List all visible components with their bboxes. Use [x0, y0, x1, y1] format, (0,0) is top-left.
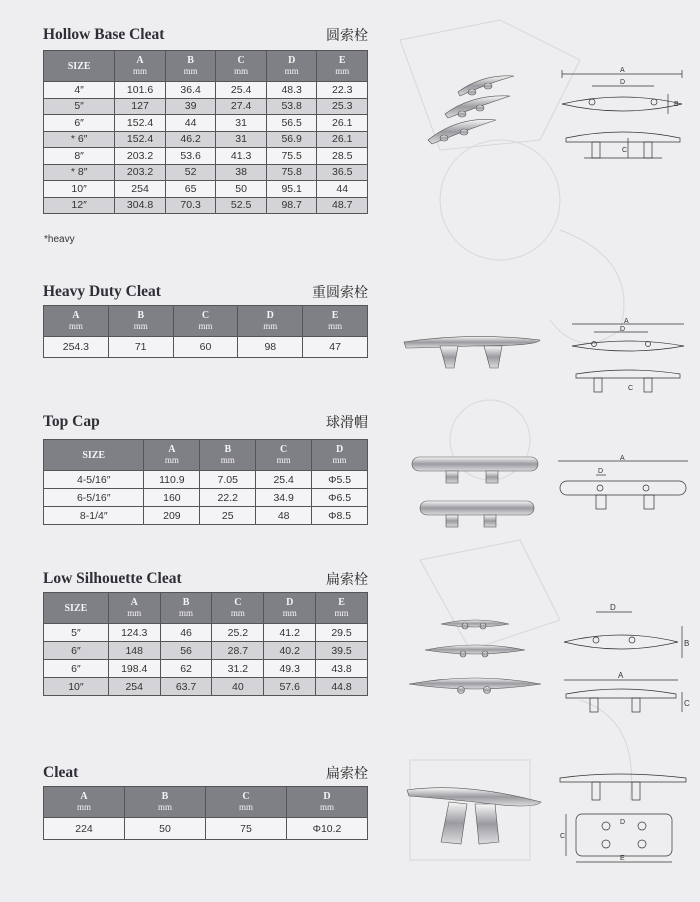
section-title: Hollow Base Cleat: [43, 26, 165, 43]
section-title: Cleat: [43, 764, 79, 781]
heavy-duty-cleat-drawing: [568, 318, 688, 398]
table-row: [44, 624, 368, 642]
table-row: [44, 489, 368, 507]
table-cell: 203.2: [115, 148, 166, 165]
table-cell: 48.7: [317, 197, 368, 214]
table-cell: 26.1: [317, 115, 368, 132]
table-cell: 22.2: [200, 489, 256, 507]
table-cell: 25.4: [216, 82, 267, 99]
table-cell: 198.4: [108, 660, 160, 678]
header-c: C mm: [173, 306, 238, 337]
table-cell: 10″: [44, 181, 115, 198]
dim-label-a: A: [624, 318, 629, 325]
table-cell: 40.2: [264, 642, 316, 660]
header-c: C mm: [206, 787, 287, 818]
dim-label-b: B: [674, 101, 679, 108]
table-cell: 6″: [44, 660, 109, 678]
table-row: [44, 115, 368, 132]
table-cell: 70.3: [165, 197, 216, 214]
table-cell: 29.5: [316, 624, 368, 642]
dim-label-d: D: [620, 79, 626, 86]
table-cell: 110.9: [144, 471, 200, 489]
table-row: [44, 818, 368, 840]
table-cell: 254.3: [44, 337, 109, 358]
header-c: C mm: [216, 51, 267, 82]
header-b: B mm: [108, 306, 173, 337]
table-cell: 46.2: [165, 131, 216, 148]
section-top-cap: [43, 413, 368, 525]
table-cell: 53.6: [165, 148, 216, 165]
dim-label-a: A: [620, 67, 625, 74]
table-cell: 98: [238, 337, 303, 358]
table-cell: 31.2: [212, 660, 264, 678]
table-cell: 49.3: [264, 660, 316, 678]
table-cell: 25.3: [317, 98, 368, 115]
dim-label-a: A: [620, 455, 625, 462]
section-hollow-base-cleat: [43, 26, 368, 214]
table-cell: 47: [303, 337, 368, 358]
table-cell: 28.7: [212, 642, 264, 660]
table-row: [44, 337, 368, 358]
table-cell: 203.2: [115, 164, 166, 181]
table-cell: 46: [160, 624, 212, 642]
table-cell: 127: [115, 98, 166, 115]
table-cell: 8-1/4″: [44, 507, 144, 525]
table-header-row: [44, 787, 368, 818]
header-size: SIZE: [44, 51, 115, 82]
table-cell: 10″: [44, 678, 109, 696]
section-title: Top Cap: [43, 413, 100, 430]
table-row: [44, 82, 368, 99]
table-cell: 209: [144, 507, 200, 525]
header-size: SIZE: [44, 440, 144, 471]
section-cleat: [43, 764, 368, 840]
table-cell: 152.4: [115, 115, 166, 132]
table-cell: 6″: [44, 642, 109, 660]
table-cell: * 6″: [44, 131, 115, 148]
table-cell: 12″: [44, 197, 115, 214]
dim-label-c: C: [622, 147, 628, 154]
header-d: D mm: [312, 440, 368, 471]
section-chinese-title: 圆索栓: [326, 28, 368, 44]
low-silhouette-cleat-drawing: [560, 602, 690, 722]
table-cell: 160: [144, 489, 200, 507]
table-cell: 124.3: [108, 624, 160, 642]
table-cell: 304.8: [115, 197, 166, 214]
dim-label-c: C: [560, 833, 566, 840]
table-cell: Φ5.5: [312, 471, 368, 489]
table-cell: 25.4: [256, 471, 312, 489]
section-chinese-title: 扁索栓: [326, 766, 368, 782]
table-cell: 36.4: [165, 82, 216, 99]
table-row: [44, 131, 368, 148]
table-row: [44, 197, 368, 214]
table-cell: 4″: [44, 82, 115, 99]
table-cell: 39: [165, 98, 216, 115]
table-cell: 71: [108, 337, 173, 358]
table-cell: 26.1: [317, 131, 368, 148]
dim-label-d: D: [620, 819, 626, 826]
table-cell: 39.5: [316, 642, 368, 660]
header-d: D mm: [287, 787, 368, 818]
table-cell: 224: [44, 818, 125, 840]
table-header-row: [44, 51, 368, 82]
table-cell: 65: [165, 181, 216, 198]
table-cell: 56.5: [266, 115, 317, 132]
table-cell: Φ8.5: [312, 507, 368, 525]
table-cell: 28.5: [317, 148, 368, 165]
header-size: SIZE: [44, 593, 109, 624]
spec-table: [43, 439, 368, 525]
table-cell: 62: [160, 660, 212, 678]
table-cell: 98.7: [266, 197, 317, 214]
table-cell: 25: [200, 507, 256, 525]
header-b: B mm: [200, 440, 256, 471]
low-silhouette-cleat-photo: [405, 610, 545, 710]
hollow-base-cleat-photo: [420, 70, 530, 160]
table-cell: 41.2: [264, 624, 316, 642]
section-chinese-title: 重圆索栓: [312, 285, 368, 301]
header-a: A mm: [44, 306, 109, 337]
header-e: E mm: [303, 306, 368, 337]
header-d: D mm: [264, 593, 316, 624]
header-a: A mm: [115, 51, 166, 82]
table-row: [44, 642, 368, 660]
table-cell: 43.8: [316, 660, 368, 678]
hollow-base-cleat-drawing: [558, 66, 688, 171]
header-c: C mm: [256, 440, 312, 471]
table-cell: 31: [216, 131, 267, 148]
table-cell: 44: [317, 181, 368, 198]
dim-label-d: D: [620, 326, 626, 333]
section-title: Heavy Duty Cleat: [43, 283, 161, 300]
cleat-photo: [405, 780, 545, 850]
table-cell: 38: [216, 164, 267, 181]
dim-label-a: A: [618, 671, 624, 680]
top-cap-drawing: [556, 455, 690, 525]
spec-table: [43, 305, 368, 358]
table-cell: 48: [256, 507, 312, 525]
header-a: A mm: [144, 440, 200, 471]
table-cell: 254: [108, 678, 160, 696]
table-cell: 8″: [44, 148, 115, 165]
table-cell: 7.05: [200, 471, 256, 489]
table-cell: 4-5/16″: [44, 471, 144, 489]
header-e: E mm: [316, 593, 368, 624]
table-cell: 57.6: [264, 678, 316, 696]
table-cell: 52: [165, 164, 216, 181]
header-d: D mm: [266, 51, 317, 82]
table-row: [44, 164, 368, 181]
table-cell: 5″: [44, 98, 115, 115]
table-cell: 254: [115, 181, 166, 198]
table-row: [44, 181, 368, 198]
section-heavy-duty-cleat: [43, 283, 368, 358]
table-cell: 95.1: [266, 181, 317, 198]
dim-label-d: D: [598, 468, 604, 475]
heavy-footnote: *heavy: [44, 234, 75, 245]
table-cell: 101.6: [115, 82, 166, 99]
table-cell: Φ6.5: [312, 489, 368, 507]
spec-table: [43, 786, 368, 840]
table-cell: 36.5: [317, 164, 368, 181]
table-cell: 44: [165, 115, 216, 132]
table-cell: 75.5: [266, 148, 317, 165]
top-cap-photo: [408, 455, 543, 535]
spec-table: [43, 592, 368, 696]
dim-label-e: E: [620, 855, 625, 862]
header-e: E mm: [317, 51, 368, 82]
dim-label-c: C: [628, 385, 634, 392]
table-cell: 60: [173, 337, 238, 358]
table-cell: 56: [160, 642, 212, 660]
table-cell: 27.4: [216, 98, 267, 115]
table-cell: 148: [108, 642, 160, 660]
table-cell: 5″: [44, 624, 109, 642]
table-cell: 22.3: [317, 82, 368, 99]
table-cell: 75: [206, 818, 287, 840]
dim-label-b: B: [684, 639, 690, 648]
table-header-row: [44, 306, 368, 337]
table-cell: 50: [216, 181, 267, 198]
table-cell: 34.9: [256, 489, 312, 507]
table-cell: 31: [216, 115, 267, 132]
table-row: [44, 507, 368, 525]
table-cell: * 8″: [44, 164, 115, 181]
heavy-duty-cleat-photo: [402, 330, 542, 380]
table-cell: 50: [125, 818, 206, 840]
table-header-row: [44, 593, 368, 624]
table-cell: 6″: [44, 115, 115, 132]
table-row: [44, 678, 368, 696]
table-cell: 52.5: [216, 197, 267, 214]
section-chinese-title: 扁索栓: [326, 572, 368, 588]
table-cell: 6-5/16″: [44, 489, 144, 507]
table-cell: 40: [212, 678, 264, 696]
table-header-row: [44, 440, 368, 471]
table-cell: 48.3: [266, 82, 317, 99]
table-row: [44, 148, 368, 165]
header-c: C mm: [212, 593, 264, 624]
section-low-silhouette-cleat: [43, 570, 368, 696]
dim-label-c: C: [684, 699, 690, 708]
section-chinese-title: 球滑帽: [326, 415, 368, 431]
table-row: [44, 471, 368, 489]
header-b: B mm: [160, 593, 212, 624]
section-title: Low Silhouette Cleat: [43, 570, 182, 587]
table-cell: 63.7: [160, 678, 212, 696]
table-cell: 41.3: [216, 148, 267, 165]
spec-table: [43, 50, 368, 214]
header-b: B mm: [125, 787, 206, 818]
header-b: B mm: [165, 51, 216, 82]
header-a: A mm: [44, 787, 125, 818]
table-cell: 152.4: [115, 131, 166, 148]
table-cell: 53.8: [266, 98, 317, 115]
table-row: [44, 660, 368, 678]
table-row: [44, 98, 368, 115]
table-cell: Φ10.2: [287, 818, 368, 840]
header-d: D mm: [238, 306, 303, 337]
table-cell: 44.8: [316, 678, 368, 696]
table-cell: 75.8: [266, 164, 317, 181]
table-cell: 56.9: [266, 131, 317, 148]
dim-label-d: D: [610, 603, 616, 612]
header-a: A mm: [108, 593, 160, 624]
table-cell: 25.2: [212, 624, 264, 642]
cleat-drawing: [556, 768, 690, 866]
